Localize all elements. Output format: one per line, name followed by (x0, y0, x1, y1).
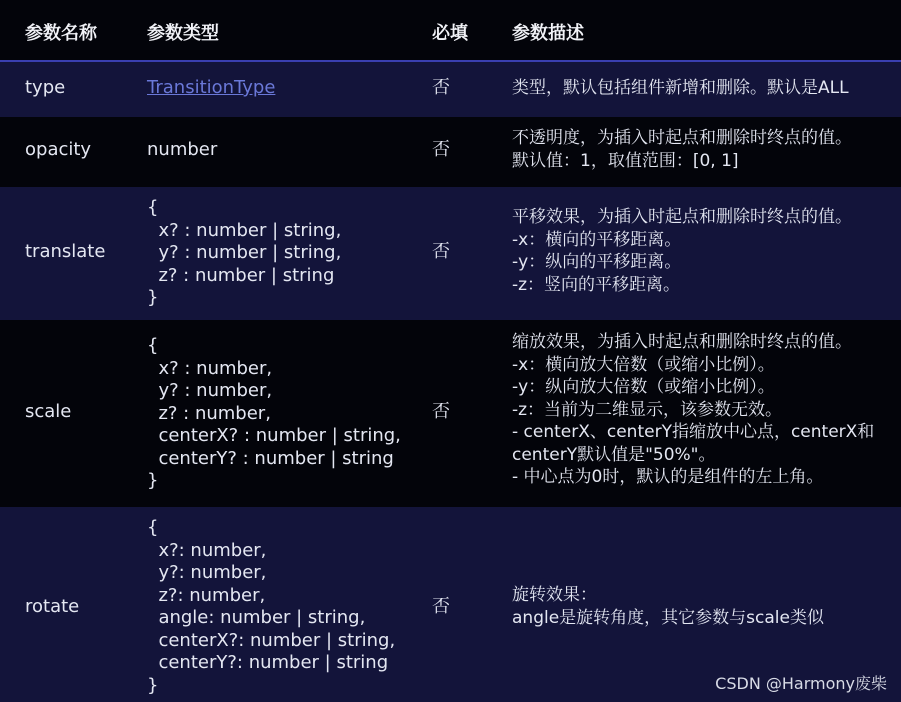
param-name: rotate (25, 596, 80, 617)
table-row (0, 62, 901, 117)
header-description: 参数描述 (512, 23, 584, 44)
param-required: 否 (432, 77, 450, 98)
param-name: type (25, 77, 66, 98)
param-type: { x? : number | string, y? : number | string, z? : number | string } (147, 197, 342, 308)
table-row (0, 117, 901, 187)
param-description: 旋转效果： angle是旋转角度，其它参数与scale类似 (512, 585, 824, 628)
param-name: scale (25, 401, 72, 422)
param-required: 否 (432, 596, 450, 617)
param-type-link[interactable]: TransitionType (147, 77, 276, 98)
header-param-type: 参数类型 (147, 23, 219, 44)
header-param-name: 参数名称 (25, 23, 97, 44)
table-row (0, 320, 901, 507)
param-type: number (147, 139, 218, 160)
param-description: 类型，默认包括组件新增和删除。默认是ALL (512, 78, 849, 98)
table-header (0, 0, 901, 62)
param-required: 否 (432, 241, 450, 262)
param-required: 否 (432, 401, 450, 422)
param-description: 不透明度，为插入时起点和删除时终点的值。 默认值：1，取值范围：[0, 1] (512, 128, 852, 171)
watermark: CSDN @Harmony废柴 (715, 674, 887, 693)
table-row (0, 187, 901, 320)
param-name: translate (25, 241, 106, 262)
param-name: opacity (25, 139, 92, 160)
param-description: 平移效果，为插入时起点和删除时终点的值。 -x：横向的平移距离。 -y：纵向的平移距离。 -z：竖向的平移距离。 (512, 207, 852, 295)
param-type: { x?: number, y?: number, z?: number, angle: number | string, centerX?: number | string, centerY?: number | string } (147, 517, 396, 696)
header-required: 必填 (432, 23, 468, 44)
param-description: 缩放效果，为插入时起点和删除时终点的值。 -x：横向放大倍数（或缩小比例）。 -y：纵向放大倍数（或缩小比例）。 -z：当前为二维显示，该参数无效。 - centerX、centerY指缩放中心点，centerX和 centerY默认值是"50%"。 - 中心点为0时，默认的是组件的左上角。 (512, 332, 875, 487)
param-required: 否 (432, 139, 450, 160)
param-type: { x? : number, y? : number, z? : number, centerX? : number | string, centerY? : number | string } (147, 335, 401, 491)
